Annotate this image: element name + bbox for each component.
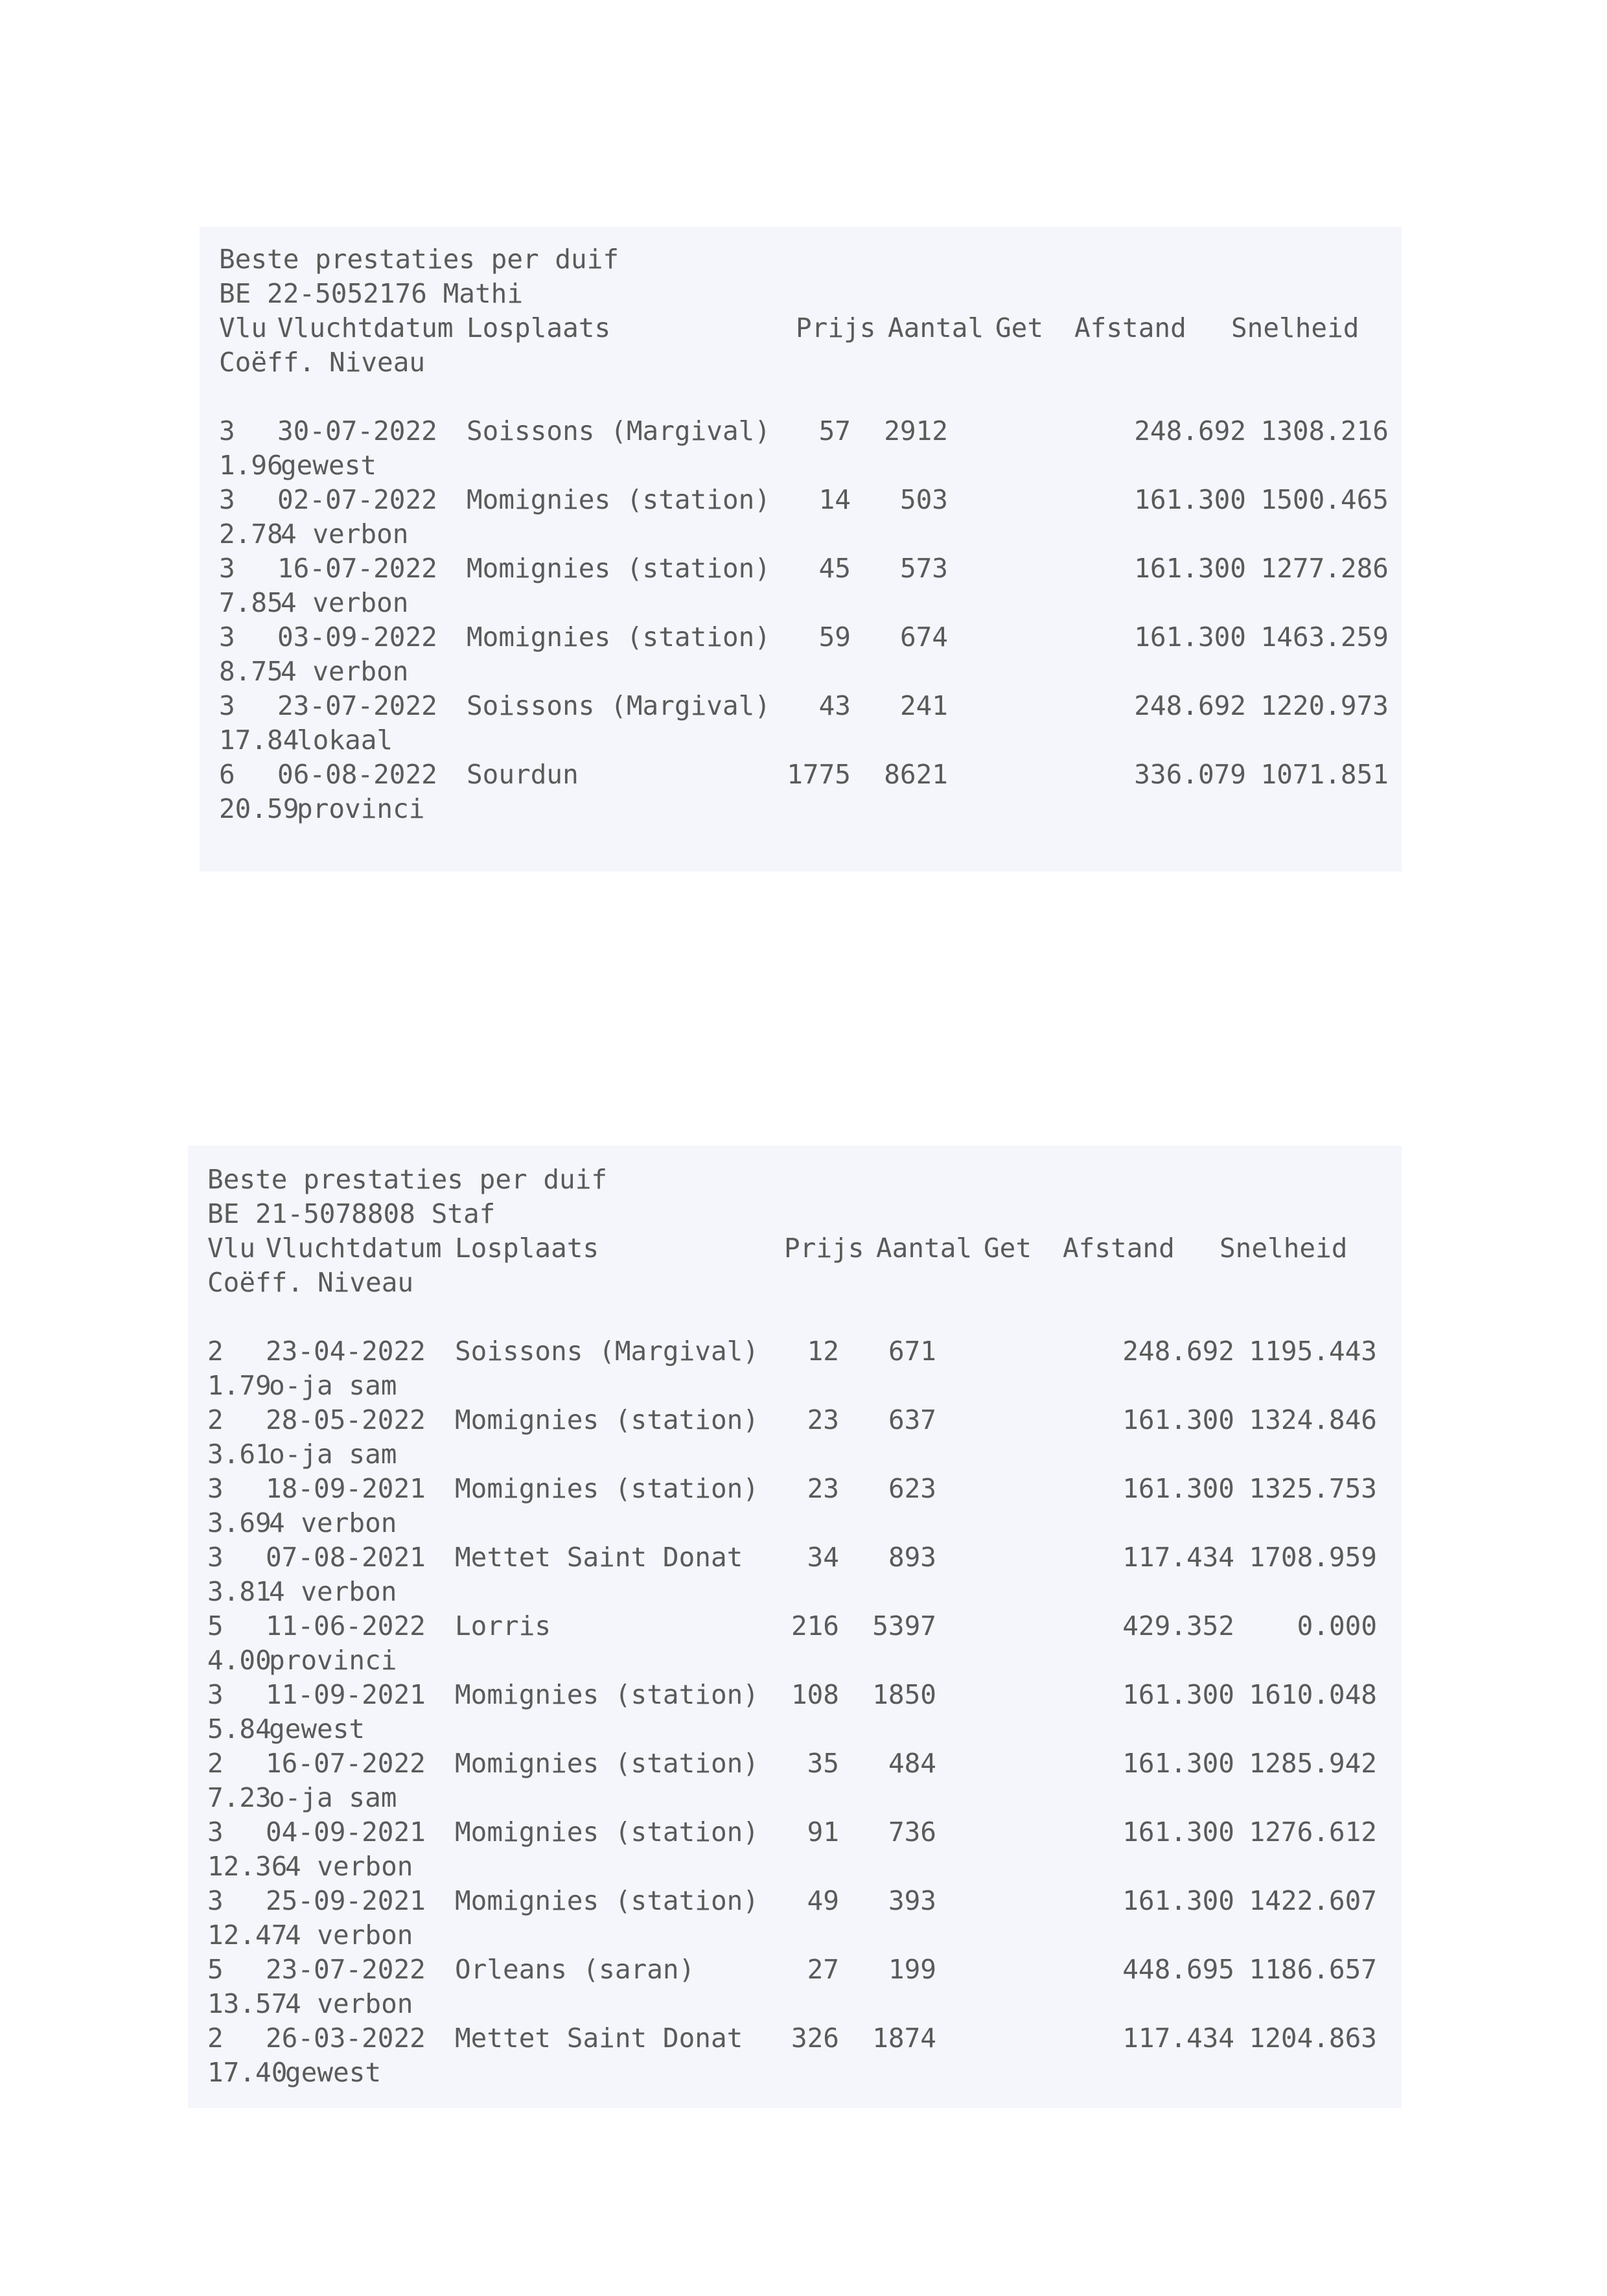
table-row xyxy=(200,480,1402,519)
cell-snelheid: 1285.942 xyxy=(1249,1748,1377,1779)
cell-vlu: 2 xyxy=(207,1336,224,1367)
table-row xyxy=(188,1332,1402,1371)
cell-snelheid: 1422.607 xyxy=(1249,1885,1377,1916)
table-row xyxy=(188,1469,1402,1508)
cell-vluchtdatum: 07-08-2021 xyxy=(266,1542,426,1573)
table-row-sub xyxy=(200,721,1402,760)
cell-aantal: 199 xyxy=(888,1954,936,1985)
cell-vluchtdatum: 03-09-2022 xyxy=(277,621,437,653)
table-row xyxy=(188,1744,1402,1783)
cell-snelheid: 1500.465 xyxy=(1260,484,1389,515)
cell-losplaats: Momignies (station) xyxy=(455,1404,759,1435)
cell-afstand: 161.300 xyxy=(1134,484,1246,515)
cell-snelheid: 1204.863 xyxy=(1249,2023,1377,2054)
cell-vluchtdatum: 28-05-2022 xyxy=(266,1404,426,1435)
cell-snelheid: 1276.612 xyxy=(1249,1816,1377,1848)
cell-snelheid: 0.000 xyxy=(1297,1610,1377,1641)
cell-losplaats: Momignies (station) xyxy=(455,1748,759,1779)
cell-niveau: 4 verbon xyxy=(281,656,409,687)
cell-coeff: 2.78 xyxy=(219,518,283,550)
table-row-sub xyxy=(188,1778,1402,1817)
cell-snelheid: 1186.657 xyxy=(1249,1954,1377,1985)
cell-niveau: 4 verbon xyxy=(285,1851,413,1882)
table-row xyxy=(200,549,1402,588)
cell-afstand: 448.695 xyxy=(1122,1954,1234,1985)
cell-coeff: 1.96 xyxy=(219,450,283,481)
cell-niveau: 4 verbon xyxy=(281,518,409,550)
table-row-sub xyxy=(200,583,1402,622)
cell-snelheid: 1071.851 xyxy=(1260,759,1389,790)
cell-niveau: 4 verbon xyxy=(269,1576,397,1607)
table-row-sub xyxy=(188,1366,1402,1405)
cell-afstand: 161.300 xyxy=(1122,1885,1234,1916)
header-coeff: Coëff. xyxy=(207,1267,304,1298)
header-get: Get xyxy=(984,1233,1032,1264)
cell-coeff: 7.85 xyxy=(219,587,283,618)
cell-afstand: 248.692 xyxy=(1134,690,1246,721)
cell-vlu: 5 xyxy=(207,1610,224,1641)
cell-coeff: 3.61 xyxy=(207,1439,272,1470)
printout-staf xyxy=(188,1146,1402,2108)
cell-prijs: 23 xyxy=(807,1473,839,1504)
table-row-sub xyxy=(188,1847,1402,1886)
cell-prijs: 326 xyxy=(791,2023,839,2054)
cell-afstand: 161.300 xyxy=(1134,553,1246,584)
cell-vlu: 3 xyxy=(219,415,235,446)
header-losplaats: Losplaats xyxy=(467,312,611,343)
cell-afstand: 429.352 xyxy=(1122,1610,1234,1641)
cell-aantal: 8621 xyxy=(884,759,948,790)
cell-vlu: 5 xyxy=(207,1954,224,1985)
report-title: Beste prestaties per duif xyxy=(207,1164,608,1195)
table-row xyxy=(188,1813,1402,1851)
cell-prijs: 14 xyxy=(818,484,851,515)
header-losplaats: Losplaats xyxy=(455,1233,599,1264)
cell-losplaats: Sourdun xyxy=(467,759,579,790)
table-row-sub xyxy=(188,1503,1402,1542)
cell-prijs: 216 xyxy=(791,1610,839,1641)
cell-losplaats: Soissons (Margival) xyxy=(467,415,770,446)
cell-vlu: 3 xyxy=(207,1816,224,1848)
table-row-sub xyxy=(188,2053,1402,2092)
cell-losplaats: Soissons (Margival) xyxy=(455,1336,759,1367)
cell-losplaats: Soissons (Margival) xyxy=(467,690,770,721)
header-vlu: Vlu xyxy=(207,1233,256,1264)
cell-coeff: 12.36 xyxy=(207,1851,288,1882)
cell-aantal: 1874 xyxy=(872,2023,936,2054)
table-row xyxy=(188,1950,1402,1989)
table-row-sub xyxy=(188,1435,1402,1474)
cell-afstand: 161.300 xyxy=(1122,1748,1234,1779)
cell-vlu: 2 xyxy=(207,2023,224,2054)
cell-snelheid: 1308.216 xyxy=(1260,415,1389,446)
cell-coeff: 5.84 xyxy=(207,1713,272,1745)
cell-coeff: 17.84 xyxy=(219,725,299,756)
cell-afstand: 248.692 xyxy=(1134,415,1246,446)
cell-prijs: 1775 xyxy=(787,759,851,790)
cell-losplaats: Momignies (station) xyxy=(455,1885,759,1916)
cell-snelheid: 1277.286 xyxy=(1260,553,1389,584)
cell-vluchtdatum: 16-07-2022 xyxy=(277,553,437,584)
header-row xyxy=(200,308,1402,347)
report-title: Beste prestaties per duif xyxy=(219,244,619,275)
header-get: Get xyxy=(995,312,1044,343)
cell-losplaats: Momignies (station) xyxy=(467,553,770,584)
table-row-sub xyxy=(188,1572,1402,1611)
cell-vluchtdatum: 23-04-2022 xyxy=(266,1336,426,1367)
cell-vlu: 3 xyxy=(219,484,235,515)
cell-coeff: 3.69 xyxy=(207,1507,272,1538)
cell-snelheid: 1195.443 xyxy=(1249,1336,1377,1367)
cell-niveau: 4 verbon xyxy=(269,1507,397,1538)
header-row-2 xyxy=(200,343,1402,382)
table-row-sub xyxy=(188,1916,1402,1954)
cell-vlu: 2 xyxy=(207,1404,224,1435)
table-row-sub xyxy=(200,789,1402,828)
header-niveau: Niveau xyxy=(329,347,426,378)
cell-vlu: 3 xyxy=(219,553,235,584)
cell-aantal: 674 xyxy=(899,621,948,653)
header-vlu: Vlu xyxy=(219,312,268,343)
cell-coeff: 12.47 xyxy=(207,1919,288,1951)
table-row-sub xyxy=(188,1641,1402,1680)
table-row xyxy=(188,1606,1402,1645)
cell-prijs: 35 xyxy=(807,1748,839,1779)
cell-coeff: 17.40 xyxy=(207,2057,288,2088)
cell-snelheid: 1463.259 xyxy=(1260,621,1389,653)
table-row xyxy=(200,618,1402,656)
cell-aantal: 5397 xyxy=(872,1610,936,1641)
cell-aantal: 503 xyxy=(899,484,948,515)
header-row xyxy=(188,1229,1402,1268)
cell-vlu: 3 xyxy=(207,1885,224,1916)
table-row-sub xyxy=(200,515,1402,553)
cell-vlu: 3 xyxy=(219,621,235,653)
cell-coeff: 20.59 xyxy=(219,793,299,824)
cell-prijs: 49 xyxy=(807,1885,839,1916)
header-vluchtdatum: Vluchtdatum xyxy=(266,1233,442,1264)
cell-prijs: 91 xyxy=(807,1816,839,1848)
table-row xyxy=(188,1538,1402,1577)
cell-losplaats: Orleans (saran) xyxy=(455,1954,695,1985)
cell-snelheid: 1708.959 xyxy=(1249,1542,1377,1573)
table-row xyxy=(200,686,1402,725)
cell-afstand: 161.300 xyxy=(1122,1816,1234,1848)
cell-niveau: lokaal xyxy=(297,725,393,756)
cell-vlu: 3 xyxy=(207,1679,224,1710)
cell-niveau: gewest xyxy=(281,450,377,481)
cell-prijs: 23 xyxy=(807,1404,839,1435)
cell-vluchtdatum: 06-08-2022 xyxy=(277,759,437,790)
header-prijs: Prijs xyxy=(796,312,876,343)
header-snelheid: Snelheid xyxy=(1220,1233,1348,1264)
cell-vluchtdatum: 25-09-2021 xyxy=(266,1885,426,1916)
cell-vluchtdatum: 30-07-2022 xyxy=(277,415,437,446)
table-row-sub xyxy=(188,1984,1402,2023)
header-coeff: Coëff. xyxy=(219,347,316,378)
cell-coeff: 3.81 xyxy=(207,1576,272,1607)
cell-losplaats: Momignies (station) xyxy=(467,484,770,515)
cell-niveau: o-ja sam xyxy=(269,1782,397,1813)
cell-vlu: 3 xyxy=(207,1542,224,1573)
table-row xyxy=(188,2019,1402,2058)
table-row-sub xyxy=(200,652,1402,691)
cell-prijs: 34 xyxy=(807,1542,839,1573)
cell-snelheid: 1324.846 xyxy=(1249,1404,1377,1435)
cell-afstand: 161.300 xyxy=(1134,621,1246,653)
cell-vluchtdatum: 16-07-2022 xyxy=(266,1748,426,1779)
cell-afstand: 161.300 xyxy=(1122,1679,1234,1710)
cell-vlu: 2 xyxy=(207,1748,224,1779)
table-row xyxy=(188,1881,1402,1920)
cell-niveau: 4 verbon xyxy=(285,1988,413,2019)
cell-niveau: o-ja sam xyxy=(269,1370,397,1401)
cell-niveau: o-ja sam xyxy=(269,1439,397,1470)
header-aantal: Aantal xyxy=(888,312,984,343)
cell-coeff: 7.23 xyxy=(207,1782,272,1813)
cell-aantal: 393 xyxy=(888,1885,936,1916)
cell-vlu: 3 xyxy=(219,690,235,721)
header-afstand: Afstand xyxy=(1074,312,1186,343)
cell-vluchtdatum: 23-07-2022 xyxy=(266,1954,426,1985)
cell-aantal: 573 xyxy=(899,553,948,584)
cell-afstand: 161.300 xyxy=(1122,1473,1234,1504)
cell-vlu: 6 xyxy=(219,759,235,790)
cell-vluchtdatum: 04-09-2021 xyxy=(266,1816,426,1848)
table-row xyxy=(188,1400,1402,1439)
cell-aantal: 637 xyxy=(888,1404,936,1435)
pigeon-id: BE 22-5052176 Mathi xyxy=(219,278,523,309)
pigeon-id: BE 21-5078808 Staf xyxy=(207,1198,496,1229)
cell-losplaats: Mettet Saint Donat xyxy=(455,2023,743,2054)
cell-losplaats: Momignies (station) xyxy=(467,621,770,653)
cell-losplaats: Lorris xyxy=(455,1610,551,1641)
header-row-2 xyxy=(188,1263,1402,1302)
cell-afstand: 117.434 xyxy=(1122,2023,1234,2054)
table-row-sub xyxy=(200,446,1402,485)
cell-afstand: 336.079 xyxy=(1134,759,1246,790)
cell-niveau: 4 verbon xyxy=(285,1919,413,1951)
cell-vluchtdatum: 23-07-2022 xyxy=(277,690,437,721)
cell-prijs: 57 xyxy=(818,415,851,446)
header-vluchtdatum: Vluchtdatum xyxy=(277,312,454,343)
cell-niveau: provinci xyxy=(297,793,425,824)
table-row xyxy=(188,1675,1402,1714)
cell-losplaats: Mettet Saint Donat xyxy=(455,1542,743,1573)
cell-aantal: 2912 xyxy=(884,415,948,446)
cell-niveau: gewest xyxy=(285,2057,382,2088)
cell-aantal: 1850 xyxy=(872,1679,936,1710)
cell-aantal: 736 xyxy=(888,1816,936,1848)
cell-prijs: 43 xyxy=(818,690,851,721)
cell-prijs: 27 xyxy=(807,1954,839,1985)
cell-vluchtdatum: 26-03-2022 xyxy=(266,2023,426,2054)
header-niveau: Niveau xyxy=(318,1267,414,1298)
cell-afstand: 117.434 xyxy=(1122,1542,1234,1573)
cell-vluchtdatum: 11-06-2022 xyxy=(266,1610,426,1641)
cell-coeff: 13.57 xyxy=(207,1988,288,2019)
cell-aantal: 241 xyxy=(899,690,948,721)
cell-vluchtdatum: 18-09-2021 xyxy=(266,1473,426,1504)
table-row xyxy=(200,755,1402,794)
cell-prijs: 12 xyxy=(807,1336,839,1367)
cell-prijs: 108 xyxy=(791,1679,839,1710)
cell-snelheid: 1325.753 xyxy=(1249,1473,1377,1504)
header-afstand: Afstand xyxy=(1063,1233,1175,1264)
cell-aantal: 623 xyxy=(888,1473,936,1504)
table-row xyxy=(200,412,1402,450)
cell-aantal: 893 xyxy=(888,1542,936,1573)
cell-coeff: 8.75 xyxy=(219,656,283,687)
header-snelheid: Snelheid xyxy=(1231,312,1359,343)
cell-prijs: 59 xyxy=(818,621,851,653)
cell-vlu: 3 xyxy=(207,1473,224,1504)
cell-vluchtdatum: 11-09-2021 xyxy=(266,1679,426,1710)
cell-snelheid: 1610.048 xyxy=(1249,1679,1377,1710)
cell-afstand: 161.300 xyxy=(1122,1404,1234,1435)
cell-niveau: provinci xyxy=(269,1645,397,1676)
printout-mathi xyxy=(200,227,1402,872)
cell-niveau: 4 verbon xyxy=(281,587,409,618)
cell-losplaats: Momignies (station) xyxy=(455,1473,759,1504)
header-aantal: Aantal xyxy=(876,1233,973,1264)
cell-coeff: 1.79 xyxy=(207,1370,272,1401)
cell-coeff: 4.00 xyxy=(207,1645,272,1676)
cell-afstand: 248.692 xyxy=(1122,1336,1234,1367)
table-row-sub xyxy=(188,1710,1402,1748)
cell-snelheid: 1220.973 xyxy=(1260,690,1389,721)
header-prijs: Prijs xyxy=(784,1233,864,1264)
cell-vluchtdatum: 02-07-2022 xyxy=(277,484,437,515)
cell-aantal: 484 xyxy=(888,1748,936,1779)
cell-losplaats: Momignies (station) xyxy=(455,1679,759,1710)
cell-prijs: 45 xyxy=(818,553,851,584)
cell-losplaats: Momignies (station) xyxy=(455,1816,759,1848)
cell-aantal: 671 xyxy=(888,1336,936,1367)
cell-niveau: gewest xyxy=(269,1713,365,1745)
